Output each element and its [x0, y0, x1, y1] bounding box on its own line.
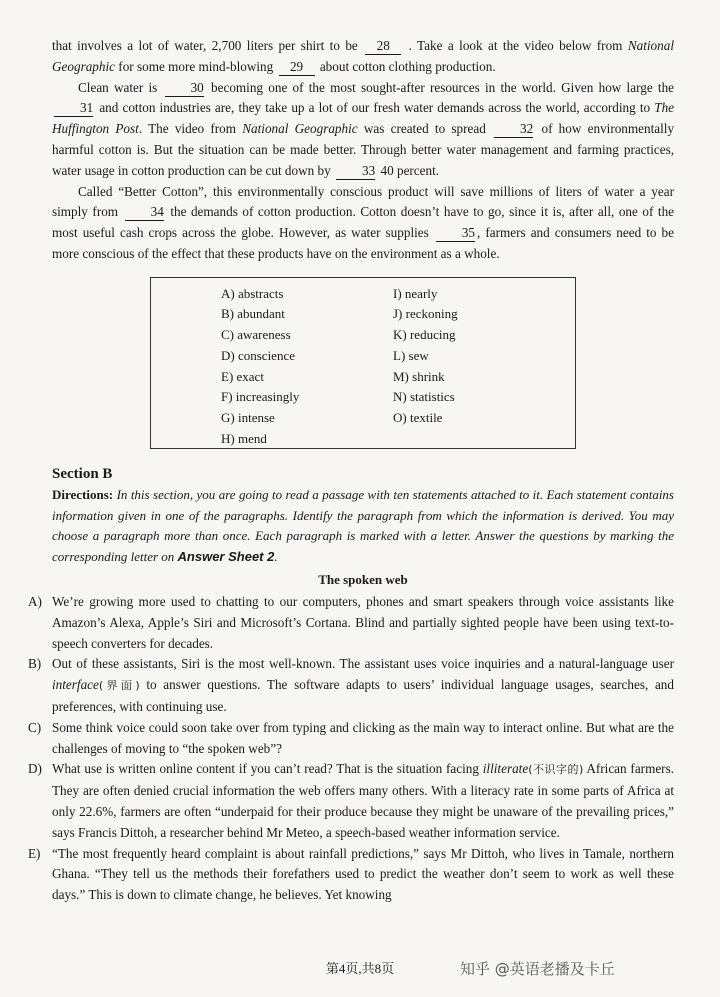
blank-32: 32	[494, 121, 533, 138]
watermark: 知乎 @英语老播及卡丘	[460, 960, 615, 978]
word-option: G) intense	[221, 409, 275, 425]
paragraph-e	[28, 844, 674, 906]
word-bank	[150, 277, 576, 449]
paragraph-d	[28, 759, 674, 843]
chinese-gloss: (界面)	[98, 679, 140, 693]
word-option: K) reducing	[393, 327, 456, 343]
word-bank-left-column	[221, 284, 299, 450]
word-option: L) sew	[393, 347, 429, 363]
exam-page	[28, 36, 675, 906]
paragraph-text: What use is written online content if you can’t read? That is the situation facing illiterate(不识字的) African farmers. They are often denied crucial information the web offers many others. With a literacy rate in some parts of Africa at only 22.6%, farmers are often “underpaid for their produce because they might be unaware of the prevailing prices,” says Francis Dittoh, a researcher behind Mr Meteo, a speech-based weather information service.	[52, 761, 674, 840]
word-option: F) increasingly	[221, 389, 300, 405]
blank-31: 31	[54, 100, 93, 117]
paragraph-letter: B)	[28, 656, 42, 672]
paragraph-text: “The most frequently heard complaint is about rainfall predictions,” says Mr Dittoh, who lives in Tamale, northern Ghana. “They tell us the methods their forefathers used to predict the weather don’t seem to work as well these days.” This is down to climate change, he believes. Yet knowing	[52, 845, 674, 903]
word-option: C) awareness	[221, 327, 291, 343]
word-option: A) abstracts	[221, 285, 284, 301]
passage-paragraph-1: that involves a lot of water, 2,700 liters per shirt to be 28 . Take a look at the video below from National Geographic for some more mind-blowing 29 about cotton clothing production.	[52, 38, 674, 74]
paragraph-a	[28, 592, 674, 654]
paragraph-text: Out of these assistants, Siri is the most well-known. The assistant uses voice inquiries and a natural-language user interface(界面) to answer questions. The software adapts to users’ individual language usages, searches, and preferences, with continuing use.	[52, 656, 674, 714]
passage-paragraph-2: Clean water is 30 becoming one of the most sought-after resources in the world. Given how large the 31 and cotton industries are, they take up a lot of our fresh water demands across the world, according to The Huffington Post. The video from National Geographic was created to spread 32 of how environmentally harmful cotton is. But the situation can be made better. Through better water management and farming practices, water usage in cotton production can be cut down by 33 40 percent.	[52, 79, 675, 178]
section-b-directions: Directions: In this section, you are going to read a passage with ten statements attached to it. Each statement contains information given in one of the paragraphs. Identify the paragraph from which the information is derived. You may choose a paragraph more than once. Each paragraph is marked with a letter. Answer the questions by marking the corresponding letter on Answer Sheet 2.	[52, 486, 674, 565]
passage-paragraph-3: Called “Better Cotton”, this environmentally conscious product will save millions of liters of water a year simply from 34 the demands of cotton production. Cotton doesn’t have to go, since it is, after all, one of the most useful cash crops across the globe. However, as water supplies 35 , farmers and consumers need to be more conscious of the effect that these products have on the environment as a whole.	[52, 183, 675, 261]
paragraph-letter: C)	[28, 719, 42, 735]
word-option: M) shrink	[393, 368, 445, 384]
paragraph-c	[28, 718, 674, 760]
word-option: N) statistics	[393, 389, 455, 405]
word-option: I) nearly	[393, 285, 438, 301]
passage-title: The spoken web	[318, 571, 408, 587]
paragraph-letter: E)	[28, 845, 41, 861]
glossed-term: illiterate	[482, 761, 529, 777]
page-number: 第4页,共8页	[325, 961, 395, 976]
blank-28: 28	[365, 38, 401, 55]
section-b-title: Section B	[52, 465, 113, 482]
blank-35: 35	[436, 225, 475, 242]
word-bank-right-column	[393, 284, 458, 429]
blank-30: 30	[165, 80, 204, 97]
glossed-term: interface	[52, 677, 99, 693]
word-option: D) conscience	[221, 347, 295, 363]
word-option: B) abundant	[221, 306, 285, 322]
blank-34: 34	[125, 204, 164, 221]
directions-text: In this section, you are going to read a passage with ten statements attached to it. Each statement contains information given in one of the paragraphs. Identify the paragraph from which the information is derived. You may choose a paragraph more than once. Each paragraph is marked with a letter. Answer the questions by marking the corresponding letter on	[52, 486, 674, 565]
word-option: H) mend	[221, 430, 267, 446]
paragraph-letter: D)	[28, 761, 42, 777]
blank-33: 33	[336, 163, 375, 180]
directions-label: Directions:	[52, 486, 114, 502]
answer-sheet-label: Answer Sheet 2	[177, 549, 275, 565]
chinese-gloss: (不识字的)	[528, 763, 584, 777]
paragraph-b	[28, 654, 674, 717]
word-option: O) textile	[393, 409, 443, 425]
paragraph-text: We’re growing more used to chatting to our computers, phones and smart speakers through voice assistants like Amazon’s Alexa, Apple’s Siri and Microsoft’s Cortana. Blind and partially sighted people have been using text-to-speech converters for decades.	[52, 593, 674, 651]
paragraph-letter: A)	[28, 593, 42, 609]
paragraph-text: Some think voice could soon take over from typing and clicking as the main way to interact online. But what are the challenges of moving to “the spoken web”?	[52, 719, 674, 756]
blank-29: 29	[279, 59, 315, 76]
word-option: E) exact	[221, 368, 264, 384]
word-option: J) reckoning	[393, 306, 458, 322]
